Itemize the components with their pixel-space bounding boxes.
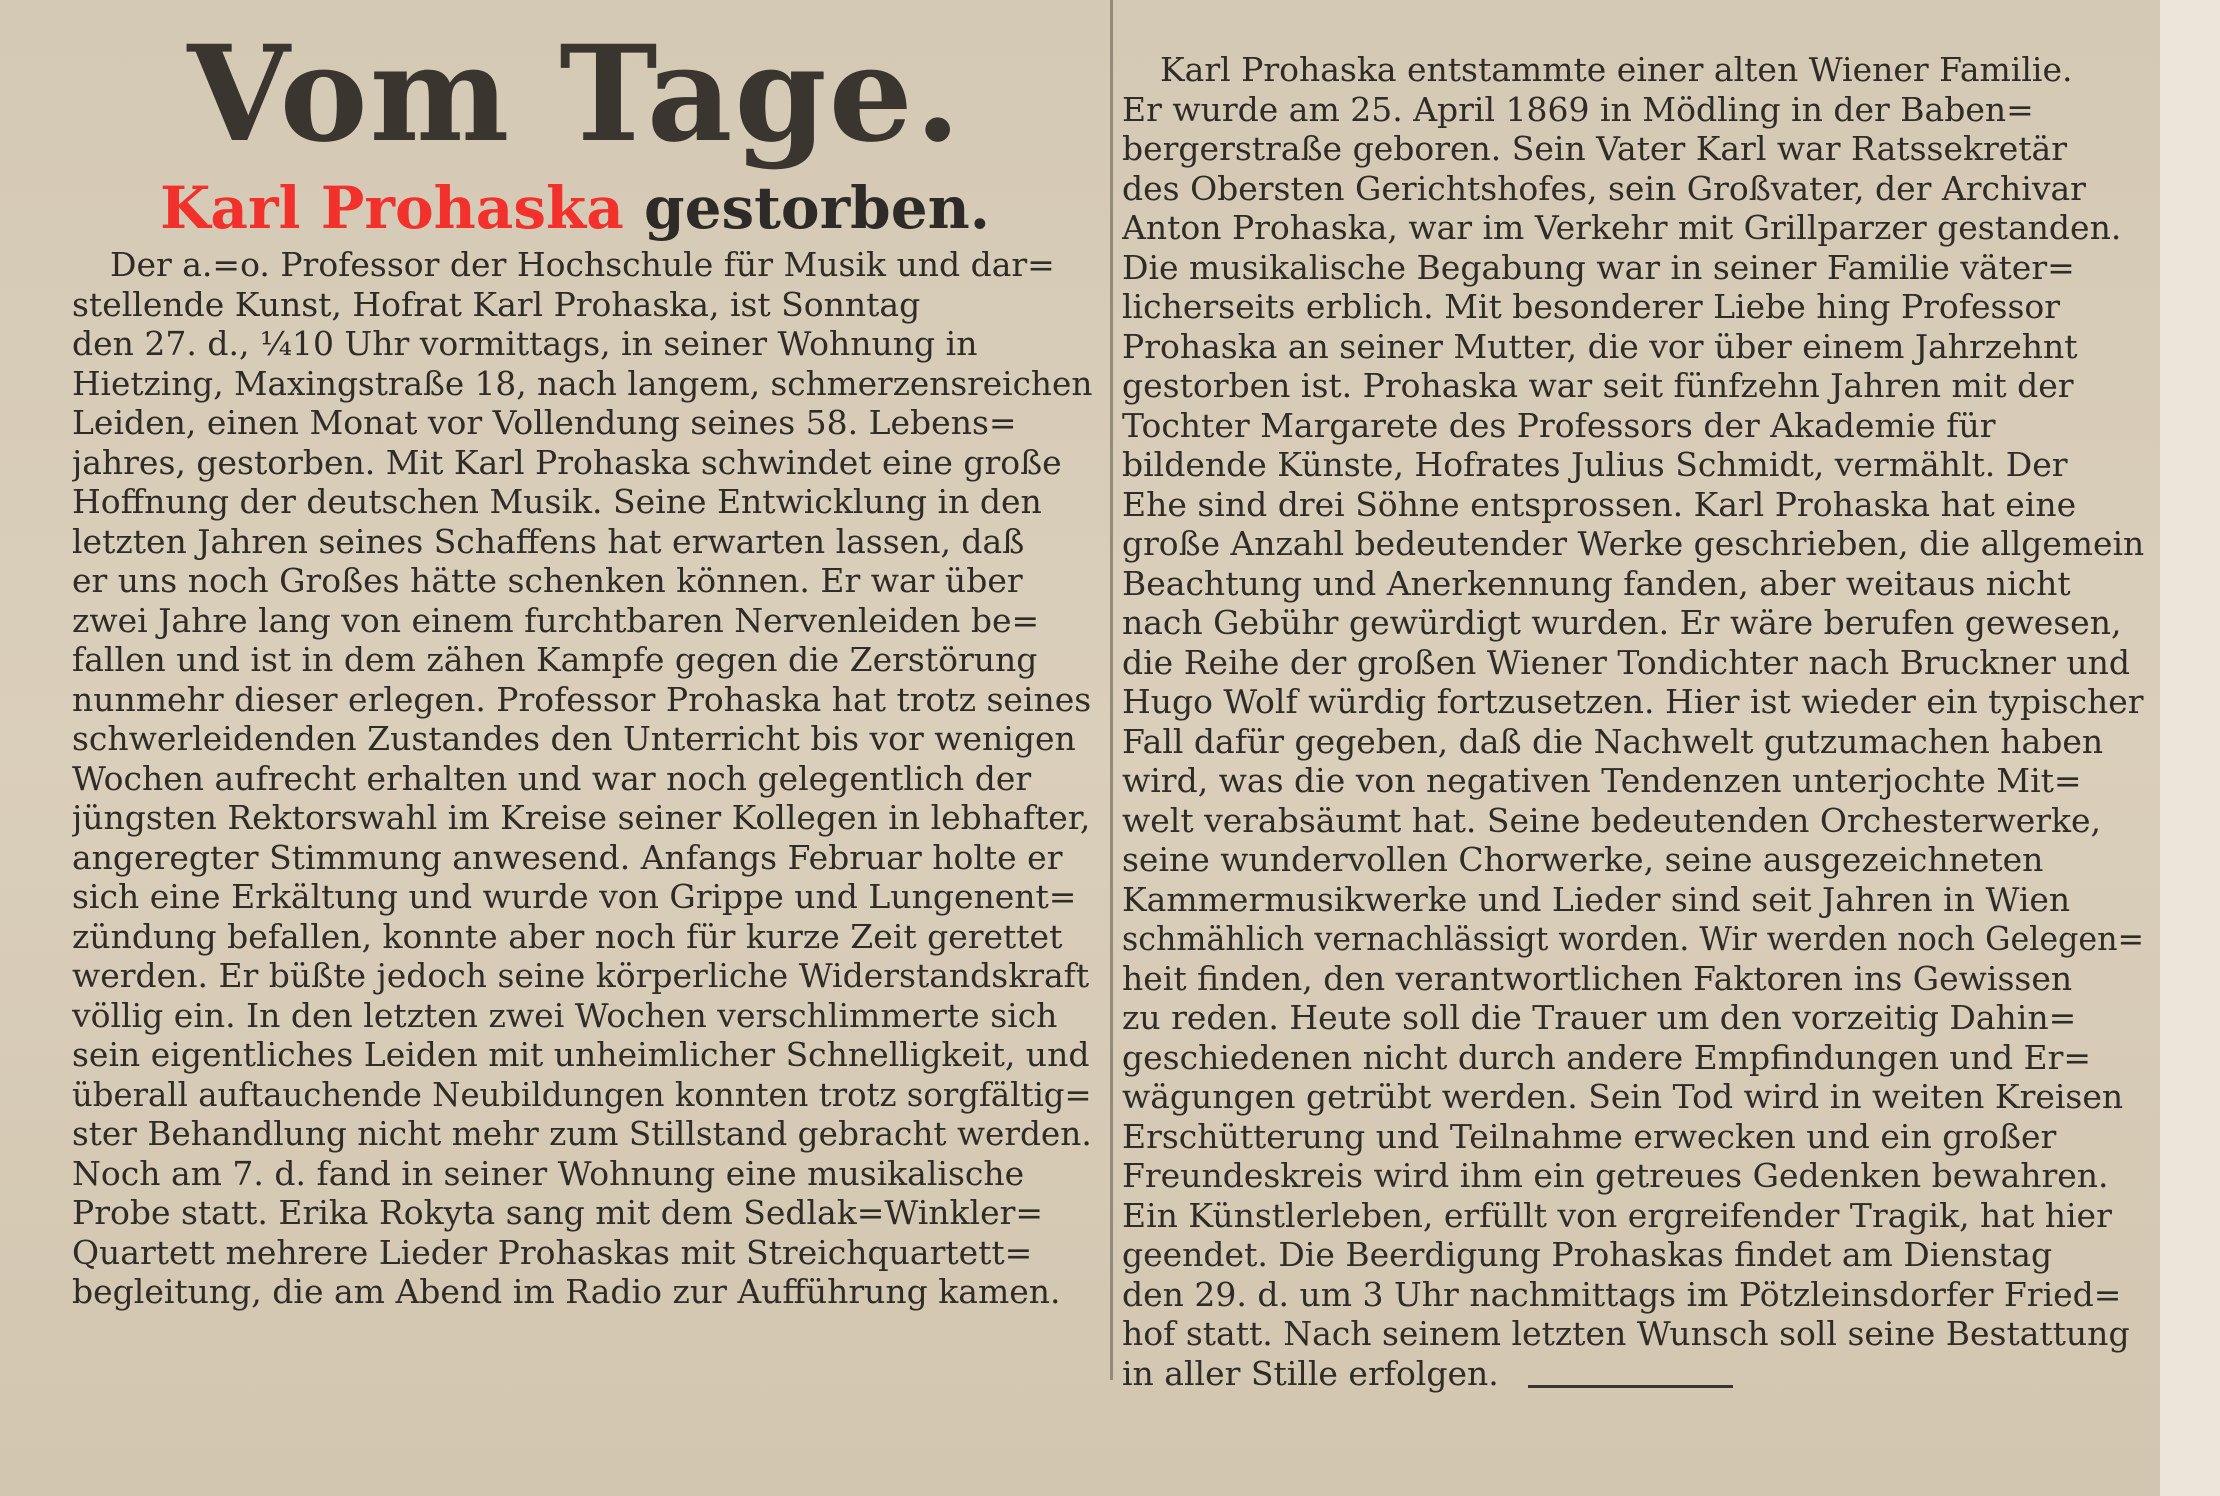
text-line: wird, was die von negativen Tendenzen unterjochte Mit=: [1122, 761, 2082, 800]
text-line: nunmehr dieser erlegen. Professor Prohaska hat trotz seines: [72, 679, 1092, 719]
text-line: geendet. Die Beerdigung Prohaskas findet am Dienstag: [1122, 1235, 2053, 1274]
text-line: Leiden, einen Monat vor Vollendung seines 58. Lebens=: [72, 403, 1017, 442]
text-line: Anton Prohaska, war im Verkehr mit Grillparzer gestanden.: [1122, 208, 2122, 247]
column-divider: [1110, 0, 1113, 1380]
text-line: zwei Jahre lang von einem furchtbaren Nervenleiden be=: [72, 600, 1040, 640]
text-line: gestorben ist. Prohaska war seit fünfzehn Jahren mit der: [1122, 366, 2074, 405]
text-line: Freundeskreis wird ihm ein getreues Gedenken bewahren.: [1122, 1156, 2109, 1195]
text-line: Probe statt. Erika Rokyta sang mit dem Sedlak=Winkler=: [72, 1193, 1044, 1232]
text-line: angeregter Stimmung anwesend. Anfangs Februar holte er: [72, 837, 1063, 877]
text-line: Ein Künstlerleben, erfüllt von ergreifender Tragik, hat hier: [1122, 1195, 2112, 1235]
text-line: seine wundervollen Chorwerke, seine ausgezeichneten: [1122, 840, 2044, 879]
text-line: Beachtung und Anerkennung fanden, aber weitaus nicht: [1122, 563, 2071, 603]
text-line: bergerstraße geboren. Sein Vater Karl war Ratssekretär: [1122, 129, 2067, 168]
text-line: Hietzing, Maxingstraße 18, nach langem, schmerzensreichen: [72, 363, 1092, 403]
text-line: sein eigentliches Leiden mit unheimlicher Schnelligkeit, und: [72, 1035, 1090, 1074]
text-line: Der a.=o. Professor der Hochschule für Musik und dar=: [110, 245, 1055, 284]
text-line: schmählich vernachlässigt worden. Wir werden noch Gelegen=: [1122, 919, 2144, 958]
section-title: Vom Tage.: [187, 17, 963, 172]
text-line: schwerleidenden Zustandes den Unterricht bis vor wenigen: [72, 719, 1076, 758]
end-rule: [1528, 1385, 1733, 1388]
text-line: fallen und ist in dem zähen Kampfe gegen die Zerstörung: [72, 640, 1038, 679]
text-line: Kammermusikwerke und Lieder sind seit Jahren in Wien: [1122, 879, 2071, 919]
text-line: Erschütterung und Teilnahme erwecken und ein großer: [1122, 1116, 2057, 1156]
text-line: ster Behandlung nicht mehr zum Stillstand gebracht werden.: [72, 1114, 1092, 1153]
text-line: nach Gebühr gewürdigt wurden. Er wäre berufen gewesen,: [1122, 603, 2122, 642]
text-line: völlig ein. In den letzten zwei Wochen verschlimmerte sich: [72, 995, 1058, 1035]
text-line: den 27. d., ¼10 Uhr vormittags, in seiner Wohnung in: [72, 324, 978, 363]
text-line: letzten Jahren seines Schaffens hat erwarten lassen, daß: [72, 521, 1025, 561]
text-line: die Reihe der großen Wiener Tondichter nach Bruckner und: [1122, 642, 2130, 682]
scan-edge: [2160, 0, 2220, 1496]
text-line: Hoffnung der deutschen Musik. Seine Entwicklung in den: [72, 482, 1042, 521]
text-line: Ehe sind drei Söhne entsprossen. Karl Prohaska hat eine: [1122, 484, 2077, 524]
text-line: licherseits erblich. Mit besonderer Liebe hing Professor: [1122, 287, 2061, 326]
text-line: zündung befallen, konnte aber noch für kurze Zeit gerettet: [72, 916, 1063, 956]
text-line: Hugo Wolf würdig fortzusetzen. Hier ist wieder ein typischer: [1122, 682, 2144, 721]
text-line: hof statt. Nach seinem letzten Wunsch soll seine Bestattung: [1122, 1314, 2130, 1353]
text-line: jahres, gestorben. Mit Karl Prohaska schwindet eine große: [72, 442, 1062, 482]
text-line: stellende Kunst, Hofrat Karl Prohaska, ist Sonntag: [72, 284, 921, 324]
text-line: Prohaska an seiner Mutter, die vor über einem Jahrzehnt: [1122, 326, 2078, 366]
text-line: überall auftauchende Neubildungen konnten trotz sorgfältig=: [72, 1074, 1092, 1114]
text-line: welt verabsäumt hat. Seine bedeutenden Orchesterwerke,: [1122, 800, 2102, 840]
text-line: Er wurde am 25. April 1869 in Mödling in der Baben=: [1122, 89, 2034, 129]
text-line: begleitung, die am Abend im Radio zur Aufführung kamen.: [72, 1272, 1061, 1311]
article-headline: [60, 170, 1090, 246]
text-line: heit finden, den verantwortlichen Faktoren ins Gewissen: [1122, 958, 2073, 998]
text-line: er uns noch Großes hätte schenken können. Er war über: [72, 561, 1023, 600]
text-line: wägungen getrübt werden. Sein Tod wird in weiten Kreisen: [1122, 1077, 2124, 1116]
article-column-right: [1122, 50, 2144, 1393]
text-line: Die musikalische Begabung war in seiner Familie väter=: [1122, 247, 2075, 287]
text-line: Karl Prohaska entstammte einer alten Wiener Familie.: [1160, 50, 2073, 89]
text-line: den 29. d. um 3 Uhr nachmittags im Pötzleinsdorfer Fried=: [1122, 1274, 2122, 1314]
text-line: große Anzahl bedeutender Werke geschrieben, die allgemein: [1122, 524, 2144, 563]
text-line: geschiedenen nicht durch andere Empfindungen und Er=: [1122, 1037, 2092, 1077]
text-line: Tochter Margarete des Professors der Akademie für: [1122, 405, 1996, 445]
text-line: Quartett mehrere Lieder Prohaskas mit Streichquartett=: [72, 1232, 1033, 1272]
text-line: bildende Künste, Hofrates Julius Schmidt, vermählt. Der: [1122, 445, 2068, 484]
article-column-left: [72, 245, 1092, 1312]
text-line: sich eine Erkältung und wurde von Grippe und Lungenent=: [72, 877, 1077, 916]
text-line: Wochen aufrecht erhalten und war noch gelegentlich der: [72, 758, 1032, 798]
text-line: in aller Stille erfolgen.: [1122, 1353, 1499, 1393]
text-line: des Obersten Gerichtshofes, sein Großvater, der Archivar: [1122, 168, 2086, 208]
text-line: werden. Er büßte jedoch seine körperliche Widerstandskraft: [72, 956, 1090, 995]
headline-rest: gestorben.: [644, 174, 990, 242]
text-line: Noch am 7. d. fand in seiner Wohnung eine musikalische: [72, 1153, 1025, 1193]
text-line: zu reden. Heute soll die Trauer um den vorzeitig Dahin=: [1122, 998, 2077, 1037]
headline-name: Karl Prohaska: [160, 174, 624, 242]
text-line: Fall dafür gegeben, daß die Nachwelt gutzumachen haben: [1122, 721, 2104, 761]
text-line: jüngsten Rektorswahl im Kreise seiner Kollegen in lebhafter,: [72, 798, 1091, 837]
